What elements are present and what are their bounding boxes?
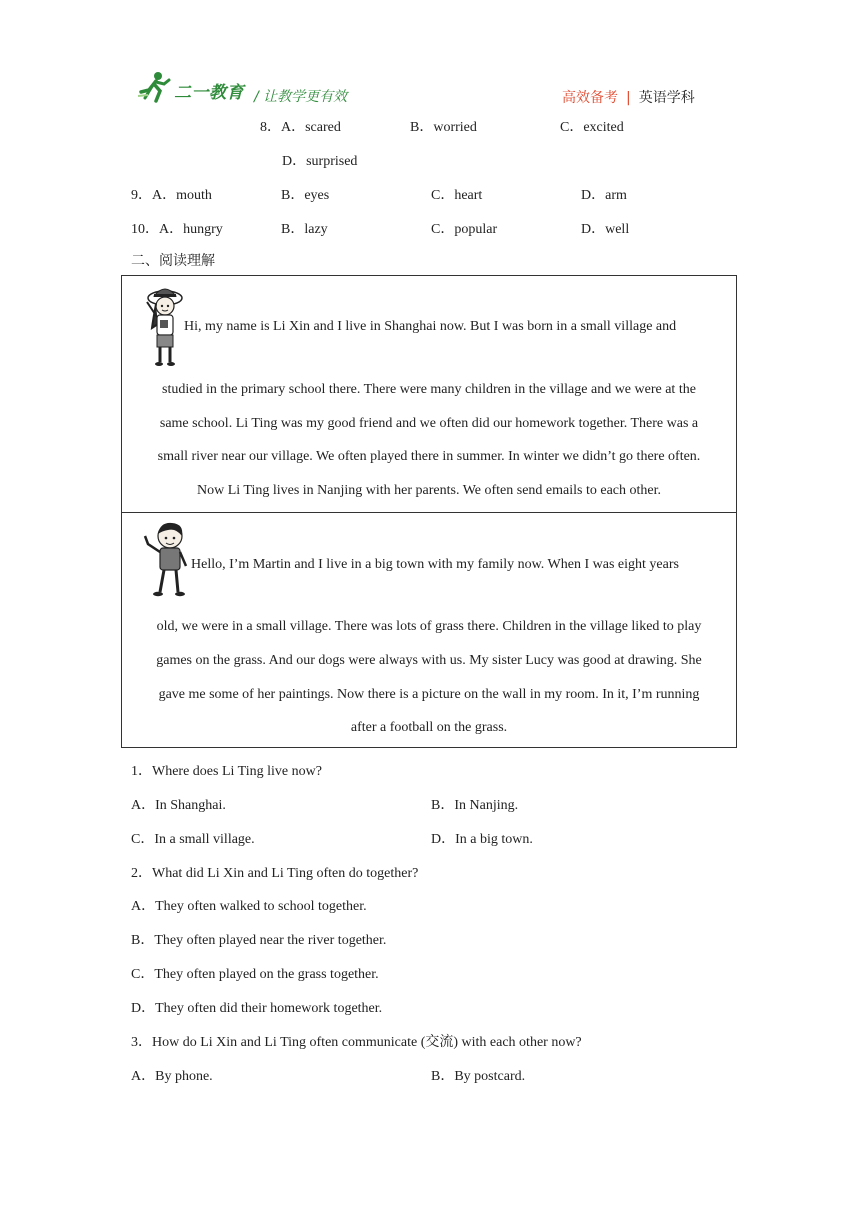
section-title: 二、阅读理解 (131, 253, 215, 269)
logo-text: 二一教育 (174, 83, 244, 103)
passage-table (121, 275, 737, 748)
q2-option-b: B．They often played near the river together. (131, 933, 387, 948)
question-3: 3．How do Li Xin and Li Ting often communicate (交流) with each other now? (131, 1035, 582, 1050)
q2-option-c: C．They often played on the grass together. (131, 967, 379, 982)
q10-option-b: B．lazy (281, 222, 328, 237)
q3-option-b: B．By postcard. (431, 1069, 526, 1084)
header-tagline: 高效备考 (562, 90, 618, 106)
q2-option-d: D．They often did their homework together. (131, 1001, 383, 1016)
passage1-line: studied in the primary school there. There were many children in the village and we were at the (162, 382, 696, 397)
q9-option-c: C．heart (431, 188, 483, 203)
header-subject: 英语学科 (638, 90, 695, 106)
q10-option-d: D．well (581, 222, 630, 237)
passage2-line: gave me some of her paintings. Now there is a picture on the wall in my room. In it, I’m running (158, 687, 700, 702)
q3-option-a: A．By phone. (131, 1069, 213, 1084)
passage1-line: Now Li Ting lives in Nanjing with her parents. We often send emails to each other. (196, 483, 662, 498)
q9-option-b: B．eyes (281, 188, 330, 203)
q1-option-a: A．In Shanghai. (131, 798, 226, 813)
question-1: 1．Where does Li Ting live now? (131, 764, 322, 779)
q8-option-a: 8．A．scared (260, 120, 341, 135)
passage2-line: games on the grass. And our dogs were always with us. My sister Lucy was good at drawing. She (156, 653, 702, 668)
header-right (562, 87, 695, 107)
q9-option-d: D．arm (581, 188, 627, 203)
passage-divider (122, 512, 736, 513)
girl-icon (142, 284, 188, 370)
q1-option-c: C．In a small village. (131, 832, 255, 847)
runner-logo-icon (136, 70, 172, 104)
q8-option-b: B．worried (410, 120, 477, 135)
q1-option-d: D．In a big town. (431, 832, 533, 847)
passage1-first-line: Hi, my name is Li Xin and I live in Shanghai now. But I was born in a small village and (184, 319, 677, 334)
boy-icon (142, 520, 192, 604)
q8-option-d: D．surprised (282, 154, 358, 169)
q1-option-b: B．In Nanjing. (431, 798, 519, 813)
q9-option-a: 9．A．mouth (131, 188, 212, 203)
passage2-line: old, we were in a small village. There was lots of grass there. Children in the village liked to play (156, 619, 702, 634)
question-2: 2．What did Li Xin and Li Ting often do together? (131, 866, 419, 881)
q10-option-c: C．popular (431, 222, 498, 237)
header-separator: | (626, 90, 631, 106)
passage2-first-line: Hello, I’m Martin and I live in a big town with my family now. When I was eight years (191, 557, 679, 572)
q10-option-a: 10．A．hungry (131, 222, 223, 237)
q8-option-c: C．excited (560, 120, 624, 135)
q2-option-a: A．They often walked to school together. (131, 899, 367, 914)
logo (136, 70, 246, 104)
header-slogan: / 让教学更有效 (254, 89, 348, 105)
passage1-line: small river near our village. We often played there in summer. In winter we didn’t go there often. (157, 449, 701, 464)
passage1-line: same school. Li Ting was my good friend and we often did our homework together. There was a (159, 416, 699, 431)
passage2-line: after a football on the grass. (350, 720, 508, 735)
